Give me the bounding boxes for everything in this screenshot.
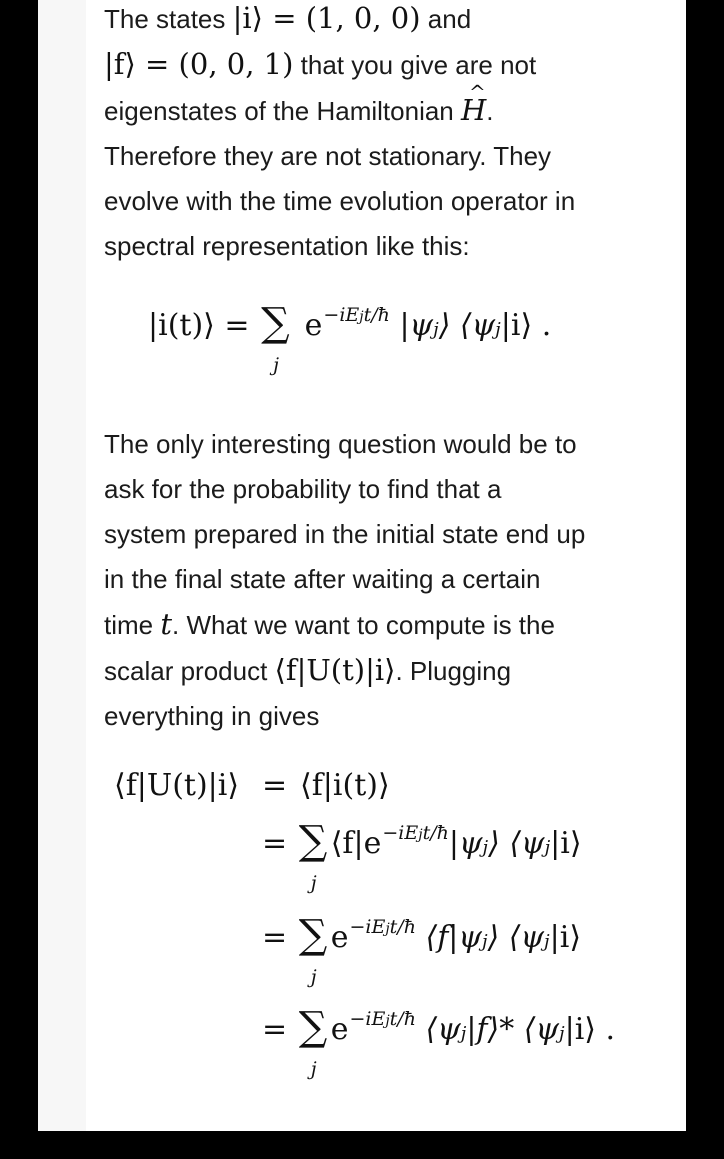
exponent-sub: j bbox=[385, 921, 390, 937]
eq-term: |f⟩* ⟨ψ bbox=[466, 1012, 560, 1047]
eq-lhs: |i(t)⟩ = bbox=[148, 308, 250, 343]
sum-symbol: ∑ bbox=[261, 300, 290, 346]
text-line bbox=[104, 0, 674, 42]
sum-index: j bbox=[310, 966, 317, 988]
equals-sign: = bbox=[262, 1012, 288, 1047]
math-state-i: |i⟩ = (1, 0, 0) bbox=[232, 1, 421, 35]
eq-sub: j bbox=[460, 1023, 467, 1044]
sum-index: j bbox=[310, 1058, 317, 1080]
eq-row-1 bbox=[114, 768, 239, 803]
eq-term: |i⟩ bbox=[550, 826, 582, 861]
text-line bbox=[104, 42, 674, 88]
eq-row-1-rhs bbox=[300, 768, 390, 803]
eq-term: ⟨ψ bbox=[425, 1012, 461, 1047]
eq-term: ⟩ ⟨ψ bbox=[487, 920, 545, 955]
eq-row-2 bbox=[262, 818, 582, 894]
eq-term: |ψ bbox=[448, 826, 483, 861]
sum-index: j bbox=[310, 872, 317, 894]
eq-rhs: ⟨f|i(t)⟩ bbox=[300, 768, 390, 803]
eq-ket-i: |i⟩ . bbox=[500, 308, 552, 343]
eq-term: ⟨f|ψ bbox=[425, 920, 482, 955]
eq-sub: j bbox=[495, 319, 501, 340]
paragraph-intro bbox=[104, 0, 674, 269]
exponent-tail: t/ħ bbox=[389, 916, 416, 938]
text-span: eigenstates of the Hamiltonian bbox=[104, 96, 461, 126]
equals-sign: = bbox=[262, 920, 288, 955]
eq-row-4 bbox=[262, 1004, 616, 1080]
text-line: system prepared in the initial state end up bbox=[104, 519, 586, 549]
eq-sub: j bbox=[544, 931, 550, 952]
eq-term: |i⟩ bbox=[549, 920, 582, 955]
text-span: that you give are not bbox=[293, 50, 537, 80]
paragraph-question bbox=[104, 422, 674, 739]
text-span: . Plugging bbox=[395, 656, 512, 686]
math-state-f: |f⟩ = (0, 0, 1) bbox=[104, 47, 294, 81]
eq-row-3 bbox=[262, 912, 582, 988]
sum-index: j bbox=[273, 354, 279, 376]
eq-term: ⟩ ⟨ψ bbox=[488, 826, 545, 861]
eq-lhs: ⟨f|U(t)|i⟩ bbox=[114, 768, 240, 803]
text-line bbox=[104, 88, 674, 134]
exponent-sub: j bbox=[359, 309, 364, 325]
eq-row-1-eq bbox=[262, 768, 287, 803]
sum-symbol: ∑ bbox=[298, 912, 328, 958]
eq-sub: j bbox=[481, 931, 488, 952]
text-span: time bbox=[104, 610, 161, 640]
text-line bbox=[104, 648, 674, 694]
text-line: evolve with the time evolution operator in bbox=[104, 186, 576, 216]
text-line: spectral representation like this: bbox=[104, 231, 470, 261]
exponent: −iE bbox=[382, 822, 419, 844]
eq-ket-psi: |ψ bbox=[399, 308, 434, 343]
math-t: t bbox=[160, 607, 172, 641]
text-span: scalar product bbox=[104, 656, 275, 686]
eq-term: ⟨f|e bbox=[330, 826, 382, 861]
eq-term: |i⟩ . bbox=[564, 1012, 616, 1047]
sum-symbol: ∑ bbox=[298, 1004, 328, 1050]
text-line: The only interesting question would be to bbox=[104, 429, 577, 459]
exponent-tail: t/ħ bbox=[363, 304, 390, 326]
math-hamiltonian: ^ H bbox=[461, 88, 486, 133]
exponent-tail: t/ħ bbox=[389, 1008, 416, 1030]
exponent-sub: j bbox=[385, 1013, 390, 1029]
text-line: everything in gives bbox=[104, 701, 320, 731]
exponent: −iE bbox=[349, 1008, 386, 1030]
text-line: in the final state after waiting a certain bbox=[104, 564, 541, 594]
eq-sub: j bbox=[544, 837, 551, 858]
eq-bra-psi: ⟩ ⟨ψ bbox=[438, 308, 496, 343]
eq-sub: j bbox=[433, 319, 439, 340]
text-span: and bbox=[420, 4, 472, 34]
text-line: Therefore they are not stationary. They bbox=[104, 141, 552, 171]
equals-sign: = bbox=[262, 826, 288, 861]
exp-base: e bbox=[304, 308, 323, 343]
sum-symbol: ∑ bbox=[298, 818, 328, 864]
text-span: . bbox=[486, 96, 494, 126]
exponent-sub: j bbox=[418, 827, 423, 843]
eq-sub: j bbox=[559, 1023, 565, 1044]
equals-sign: = bbox=[262, 768, 288, 803]
exponent-tail: t/ħ bbox=[422, 822, 449, 844]
text-line: ask for the probability to find that a bbox=[104, 474, 502, 504]
exp-base: e bbox=[330, 920, 349, 955]
text-span: The states bbox=[104, 4, 233, 34]
eq-sub: j bbox=[482, 837, 489, 858]
text-span: . What we want to compute is the bbox=[172, 610, 555, 640]
text-line bbox=[104, 602, 674, 648]
exp-base: e bbox=[330, 1012, 349, 1047]
exponent: −iE bbox=[349, 916, 386, 938]
equation-time-evolution bbox=[148, 300, 552, 376]
math-scalar-product: ⟨f|U(t)|i⟩ bbox=[274, 653, 396, 687]
exponent: −iE bbox=[323, 304, 360, 326]
